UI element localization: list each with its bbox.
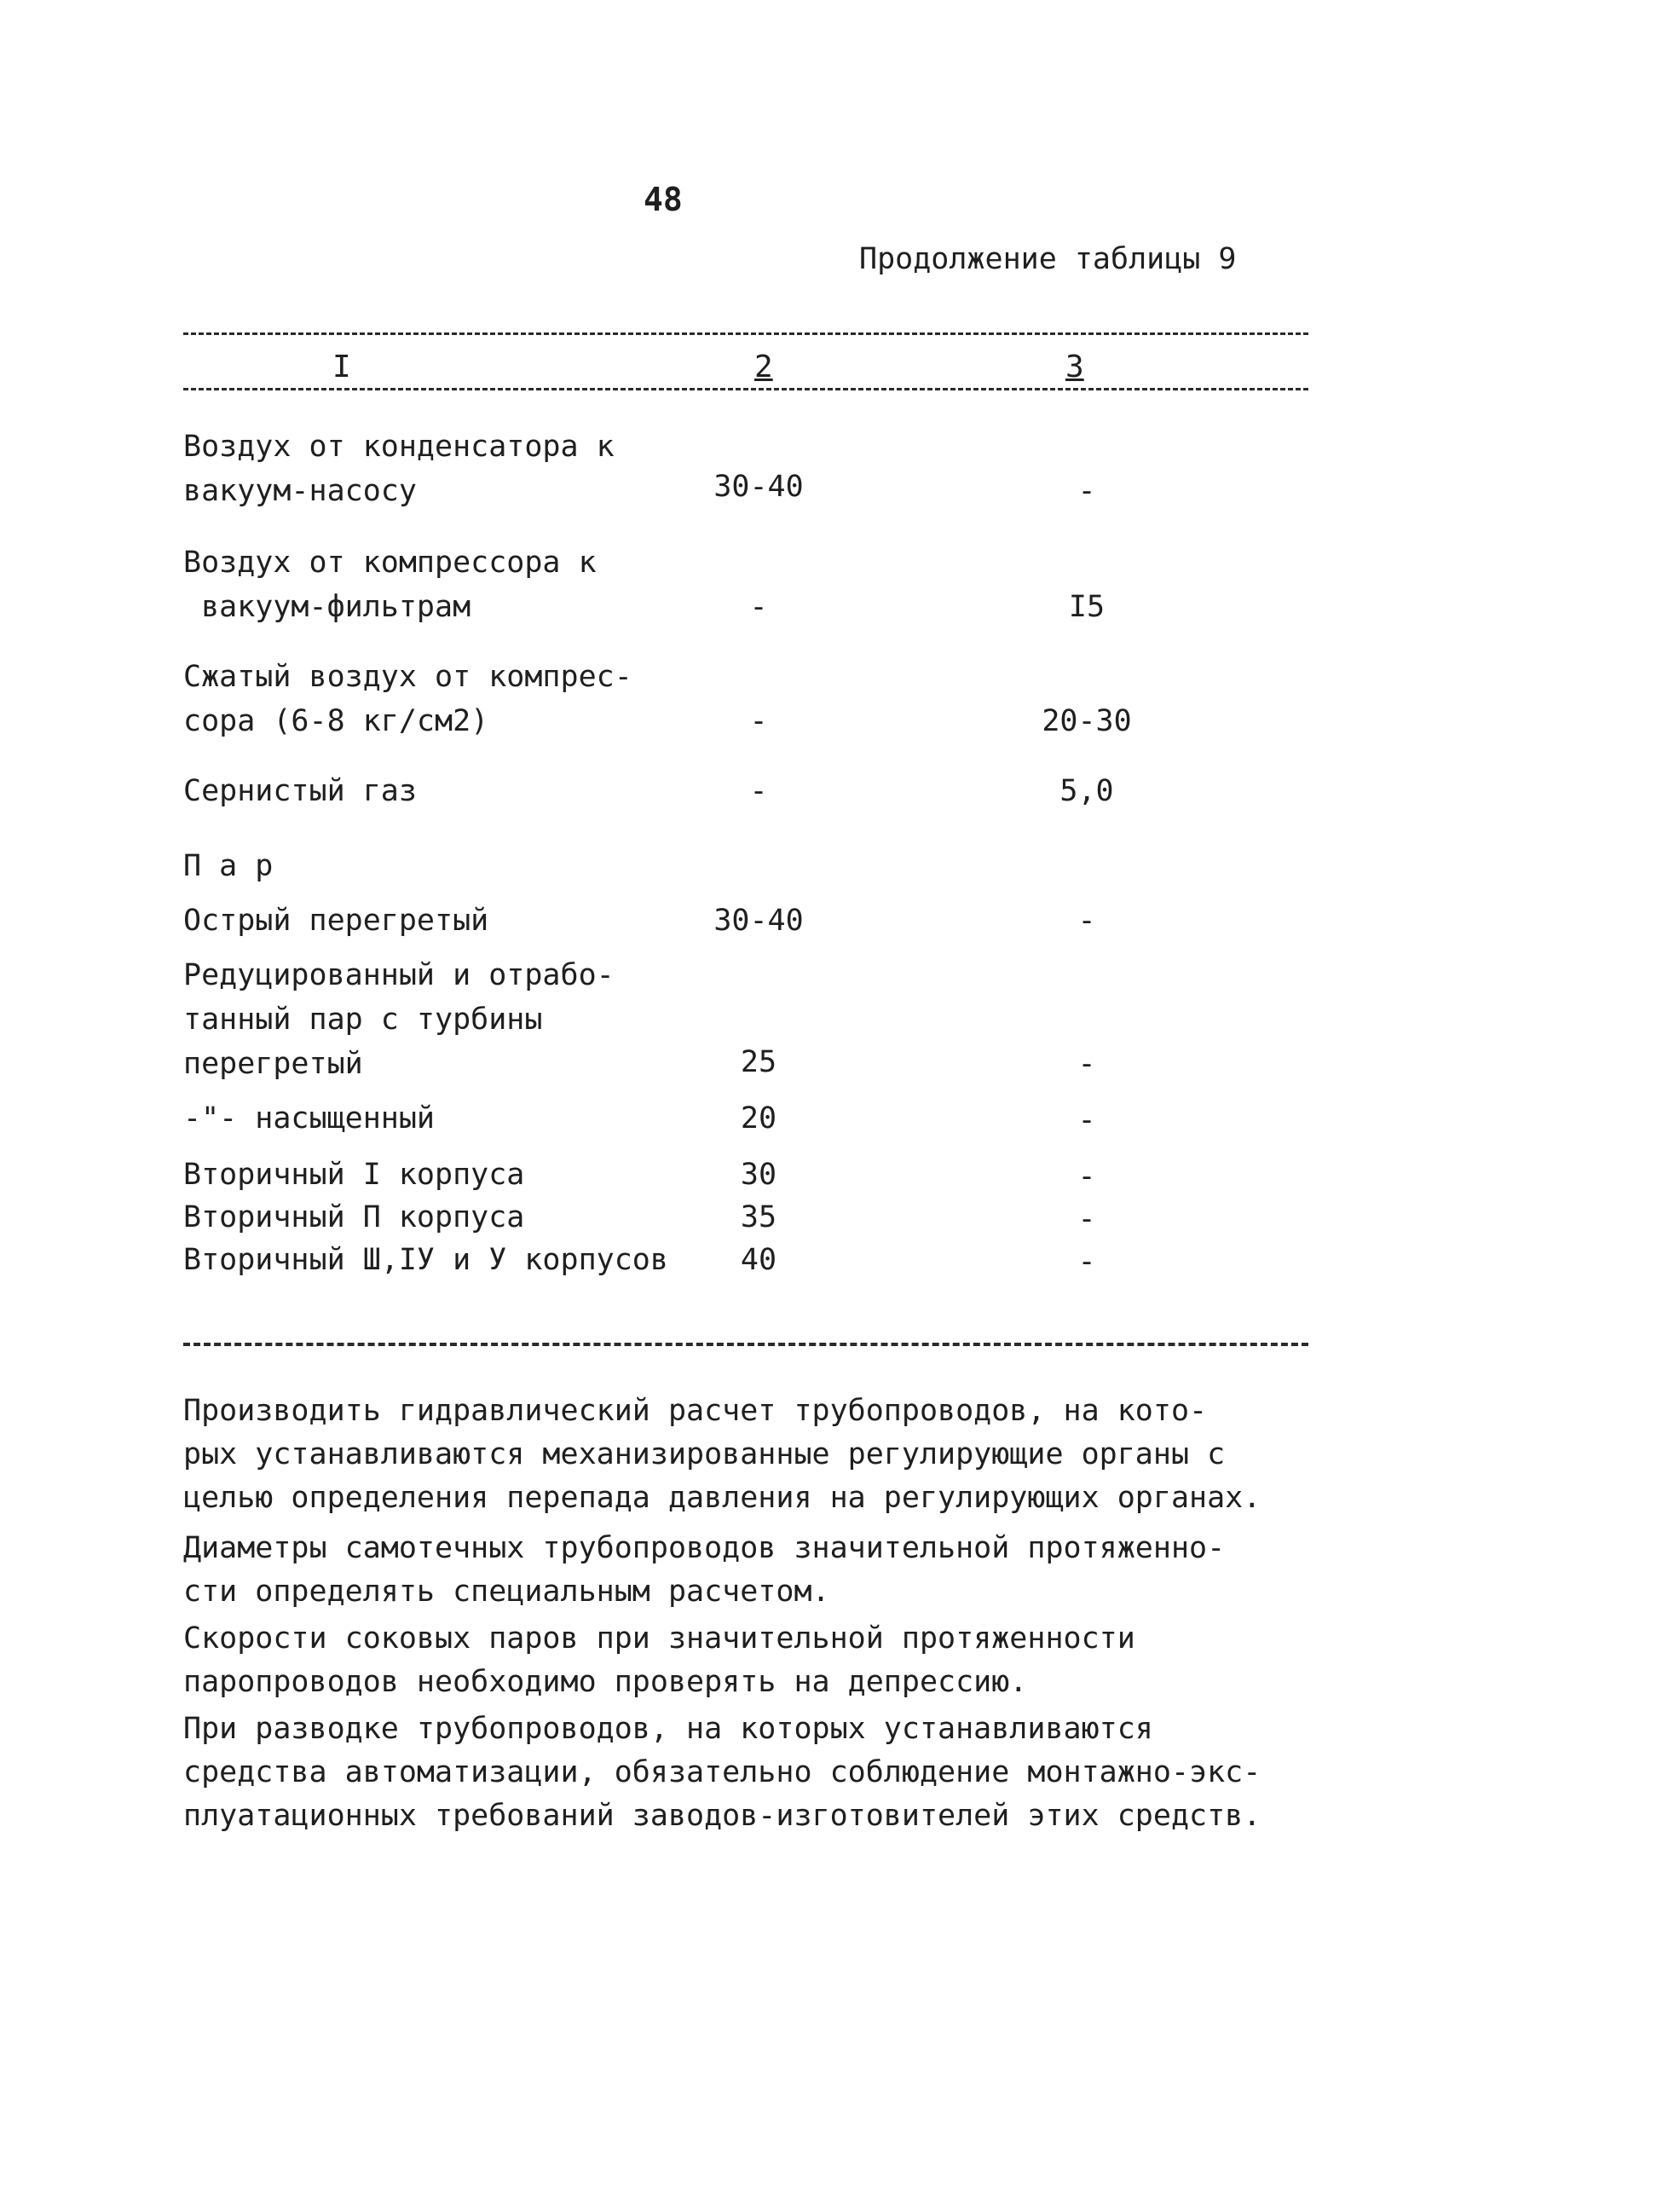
table-cell-col3: I5 bbox=[1068, 590, 1106, 624]
table-cell-medium: -"- насыщенный bbox=[183, 1101, 436, 1136]
table-bottom-rule bbox=[183, 1343, 1308, 1346]
table-cell-col2: 30 bbox=[740, 1158, 777, 1192]
table-cell-col3: 5,0 bbox=[1059, 774, 1114, 808]
table-cell-medium: Вторичный П корпуса bbox=[183, 1200, 525, 1234]
table-cell-col2: 35 bbox=[740, 1200, 777, 1234]
table-cell-col3: - bbox=[1077, 474, 1096, 508]
table-cell-col3: 20-30 bbox=[1042, 704, 1132, 738]
body-paragraph: Диаметры самотечных трубопроводов значительной протяженно- сти определять специальным расчетом. bbox=[183, 1531, 1226, 1609]
table-cell-medium: Вторичный Ш,IУ и У корпусов bbox=[183, 1243, 668, 1277]
table-cell-medium: Сжатый воздух от компрес- сора (6-8 кг/см2) bbox=[183, 660, 632, 738]
table-top-rule bbox=[183, 332, 1308, 335]
table-cell-col2: 25 bbox=[740, 1045, 777, 1079]
body-paragraph: Скорости соковых паров при значительной протяженности паропроводов необходимо проверять на депрессию. bbox=[183, 1621, 1135, 1699]
table-cell-medium: Сернистый газ bbox=[183, 774, 417, 808]
table-cell-medium: Вторичный I корпуса bbox=[183, 1158, 525, 1192]
body-paragraph: Производить гидравлический расчет трубопроводов, на кото- рых устанавливаются механизированные регулирующие органы с целью определения перепада давления на регулирующих органах. bbox=[183, 1394, 1261, 1515]
table-caption: Продолжение таблицы 9 bbox=[859, 242, 1237, 276]
table-cell-col3: - bbox=[1077, 904, 1096, 938]
column-header-1: I bbox=[332, 350, 351, 384]
body-paragraph: При разводке трубопроводов, на которых устанавливаются средства автоматизации, обязательно соблюдение монтажно-экс- плуатационных требований заводов-изготовителей этих средств. bbox=[183, 1712, 1261, 1833]
table-cell-col3: - bbox=[1077, 1103, 1096, 1137]
table-cell-medium: Воздух от компрессора к вакуум-фильтрам bbox=[183, 546, 597, 624]
column-header-3: 3 bbox=[1065, 350, 1084, 384]
table-header-rule bbox=[183, 388, 1308, 390]
table-cell-medium: Острый перегретый bbox=[183, 904, 489, 938]
column-header-2: 2 bbox=[754, 350, 773, 384]
table-cell-col3: - bbox=[1077, 1245, 1096, 1279]
table-cell-col3: - bbox=[1077, 1159, 1096, 1193]
table-cell-col2: 20 bbox=[740, 1101, 777, 1136]
table-cell-medium: Воздух от конденсатора к вакуум-насосу bbox=[183, 430, 615, 508]
table-cell-col3: - bbox=[1077, 1202, 1096, 1236]
table-cell-col2: 30-40 bbox=[713, 470, 804, 504]
table-cell-medium: Редуцированный и отрабо- танный пар с турбины перегретый bbox=[183, 958, 615, 1081]
table-cell-col2: 30-40 bbox=[713, 904, 804, 938]
table-cell-col2: - bbox=[749, 590, 768, 624]
table-section-title: П а р bbox=[183, 849, 274, 883]
table-cell-col2: - bbox=[749, 774, 768, 808]
table-cell-col3: - bbox=[1077, 1047, 1096, 1081]
table-cell-col2: - bbox=[749, 704, 768, 738]
page-number: 48 bbox=[644, 181, 683, 218]
table-cell-col2: 40 bbox=[740, 1243, 777, 1277]
